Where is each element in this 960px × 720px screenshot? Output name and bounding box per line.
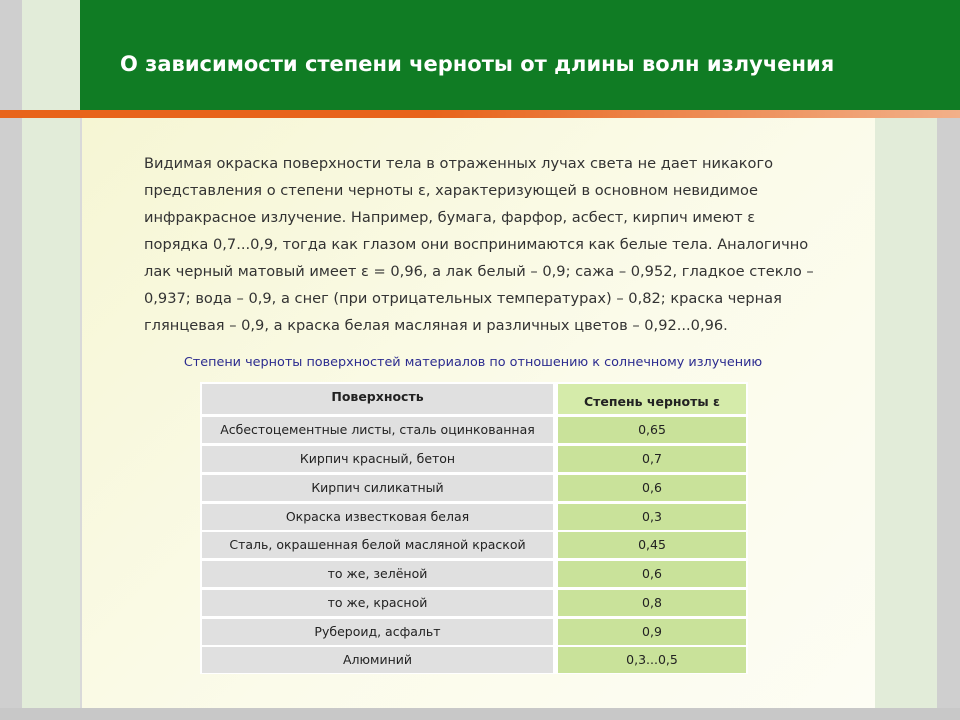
table-row (202, 475, 746, 501)
accent-line (0, 110, 960, 118)
surface-cell: Алюминий (202, 647, 553, 673)
paragraph-line: глянцевая – 0,9, а краска белая масляная и различных цветов – 0,92...0,96. (144, 317, 728, 334)
surface-cell: то же, зелёной (202, 561, 553, 587)
emissivity-cell: 0,3 (558, 504, 746, 530)
emissivity-cell: 0,3...0,5 (558, 647, 746, 673)
emissivity-cell: 0,45 (558, 532, 746, 558)
surface-cell: Сталь, окрашенная белой масляной краской (202, 532, 553, 558)
table-row (202, 619, 746, 645)
surface-cell: Кирпич красный, бетон (202, 446, 553, 472)
emissivity-cell: 0,9 (558, 619, 746, 645)
left-edge-stripe (0, 0, 22, 720)
emissivity-cell: 0,8 (558, 590, 746, 616)
paragraph-line: представления о степени черноты ε, характеризующей в основном невидимое (144, 182, 758, 199)
header-emissivity: Степень черноты ε (558, 384, 746, 414)
surface-cell: Рубероид, асфальт (202, 619, 553, 645)
paragraph-line: порядка 0,7...0,9, тогда как глазом они воспринимаются как белые тела. Аналогично (144, 236, 809, 253)
surface-cell: Асбестоцементные листы, сталь оцинкованная (202, 417, 553, 443)
emissivity-cell: 0,65 (558, 417, 746, 443)
table-row (202, 647, 746, 673)
surface-cell: Окраска известковая белая (202, 504, 553, 530)
emissivity-cell: 0,7 (558, 446, 746, 472)
table-row (202, 417, 746, 443)
surface-cell: Кирпич силикатный (202, 475, 553, 501)
table-row (202, 561, 746, 587)
left-margin-band (22, 0, 80, 720)
paragraph-line: инфракрасное излучение. Например, бумага, фарфор, асбест, кирпич имеют ε (144, 209, 756, 226)
table-row (202, 532, 746, 558)
slide-title: О зависимости степени черноты от длины волн излучения (120, 52, 835, 76)
body-paragraph (144, 150, 834, 339)
title-bar (80, 0, 960, 110)
bottom-band (0, 708, 960, 720)
table-row (202, 590, 746, 616)
surface-cell: то же, красной (202, 590, 553, 616)
table-caption: Степени черноты поверхностей материалов по отношению к солнечному излучению (183, 355, 763, 370)
header-surface: Поверхность (202, 384, 553, 414)
paragraph-line: Видимая окраска поверхности тела в отраженных лучах света не дает никакого (144, 155, 774, 172)
paragraph-line: лак черный матовый имеет ε = 0,96, а лак белый – 0,9; сажа – 0,952, гладкое стекло – (144, 263, 814, 280)
emissivity-cell: 0,6 (558, 475, 746, 501)
table-header-row (202, 384, 746, 410)
emissivity-table (200, 382, 748, 674)
table-row (202, 446, 746, 472)
paragraph-line: 0,937; вода – 0,9, а снег (при отрицательных температурах) – 0,82; краска черная (144, 290, 782, 307)
table-row (202, 504, 746, 530)
emissivity-cell: 0,6 (558, 561, 746, 587)
